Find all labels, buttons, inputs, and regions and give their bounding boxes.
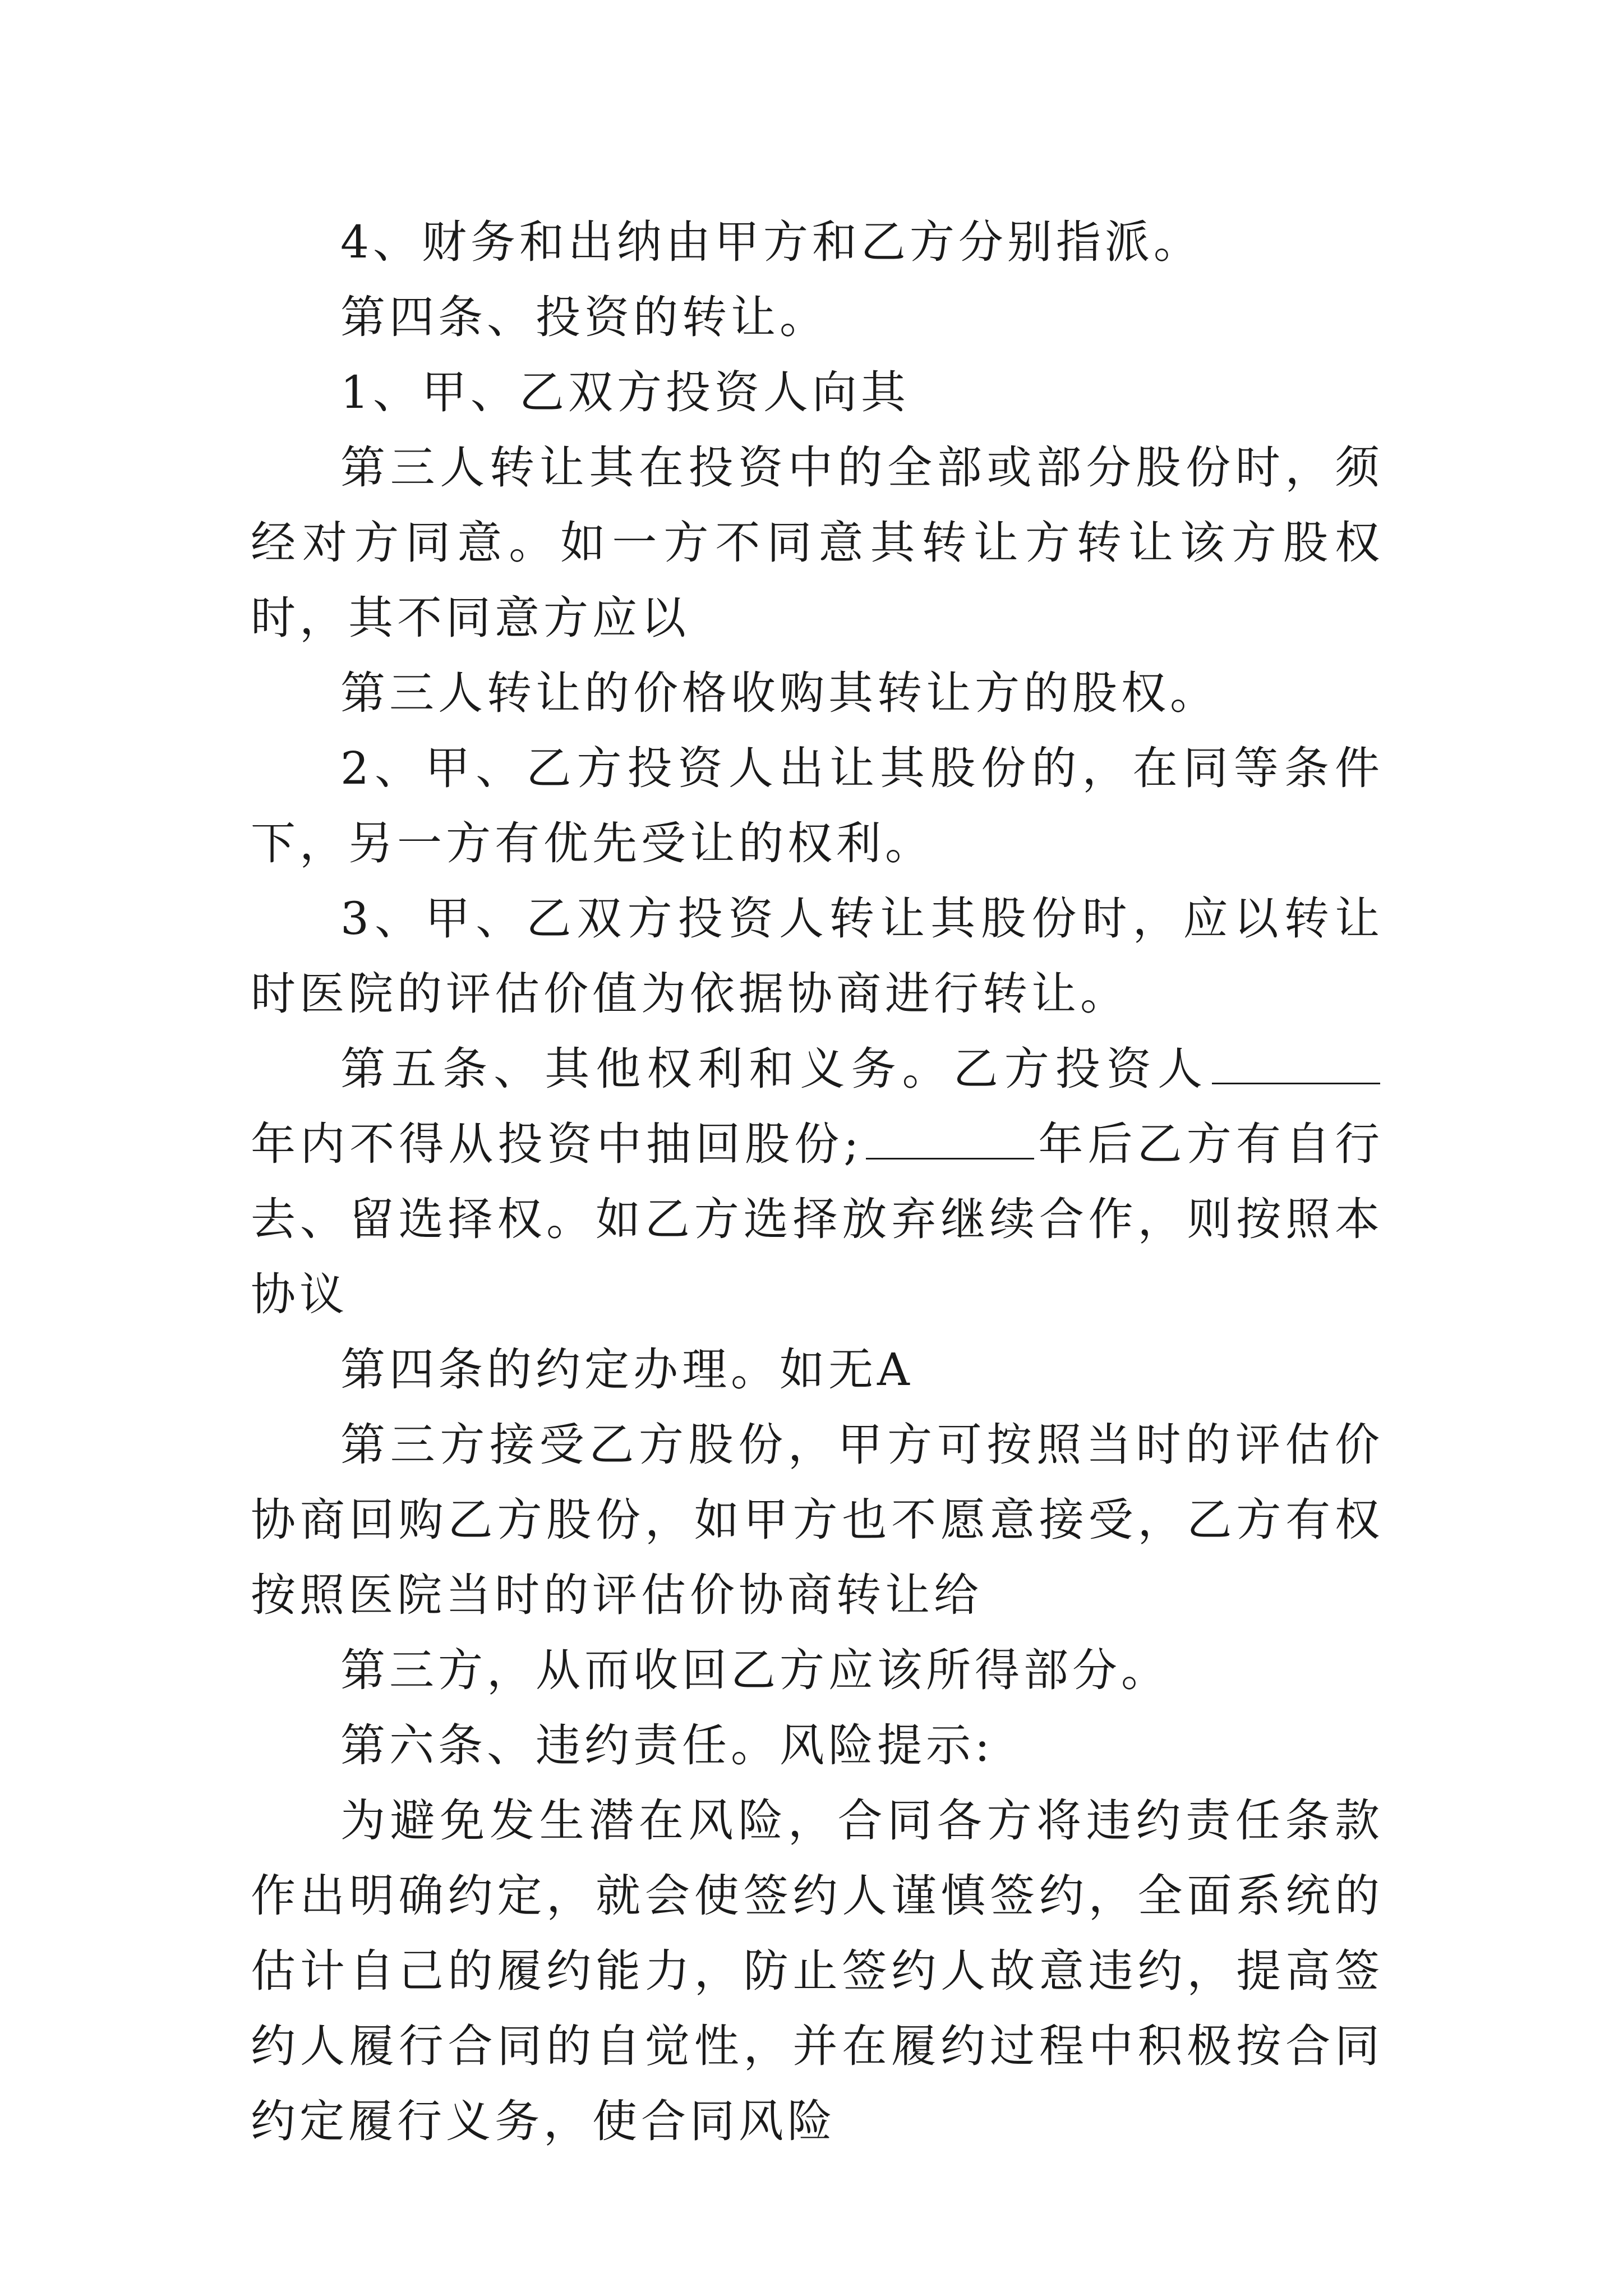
article-5-part-a: 第五条、其他权利和义务。乙方投资人 — [340, 1043, 1209, 1095]
document-body — [251, 205, 1384, 2159]
article-5-part-c: 年后乙方有自行去、留选择权。如乙方选择放弃继续合作，则按照本协议 — [251, 1118, 1384, 1320]
paragraph-finance-cashier: 4、财务和出纳由甲方和乙方分别指派。 — [340, 216, 1202, 268]
article-6-heading: 第六条、违约责任。风险提示: — [340, 1719, 994, 1772]
paragraph-article-4-reference: 第四条的约定办理。如无A — [340, 1343, 914, 1396]
paragraph-risk-notice: 为避免发生潜在风险，合同各方将违约责任条款作出明确约定，就会使签约人谨慎签约，全面系统的估计自己的履约能力，防止签约人故意违约，提高签约人履行合同的自觉性，并在履约过程中积极按合同约定履行义务，使合同风险 — [251, 1795, 1384, 2147]
paragraph-purchase-price: 第三人转让的价格收购其转让方的股权。 — [340, 667, 1219, 719]
article-5-part-b: 年内不得从投资中抽回股份; — [251, 1118, 863, 1170]
paragraph-transfer-2: 2、甲、乙方投资人出让其股份的，在同等条件下，另一方有优先受让的权利。 — [251, 742, 1384, 869]
paragraph-transfer-1: 1、甲、乙双方投资人向其 — [340, 366, 910, 418]
blank-years-field-2 — [866, 1119, 1034, 1159]
article-5-paragraph — [251, 1032, 1384, 1332]
article-4-heading: 第四条、投资的转让。 — [340, 291, 828, 343]
paragraph-recover-share: 第三方，从而收回乙方应该所得部分。 — [340, 1644, 1170, 1696]
paragraph-transfer-3: 3、甲、乙双方投资人转让其股份时，应以转让时医院的评估价值为依据协商进行转让。 — [251, 892, 1384, 1020]
blank-years-field-1 — [1212, 1043, 1380, 1084]
paragraph-buyback: 第三方接受乙方股份，甲方可按照当时的评估价协商回购乙方股份，如甲方也不愿意接受，乙方有权按照医院当时的评估价协商转让给 — [251, 1419, 1384, 1621]
paragraph-third-party-consent: 第三人转让其在投资中的全部或部分股份时，须经对方同意。如一方不同意其转让方转让该方股权时，其不同意方应以 — [251, 441, 1384, 644]
